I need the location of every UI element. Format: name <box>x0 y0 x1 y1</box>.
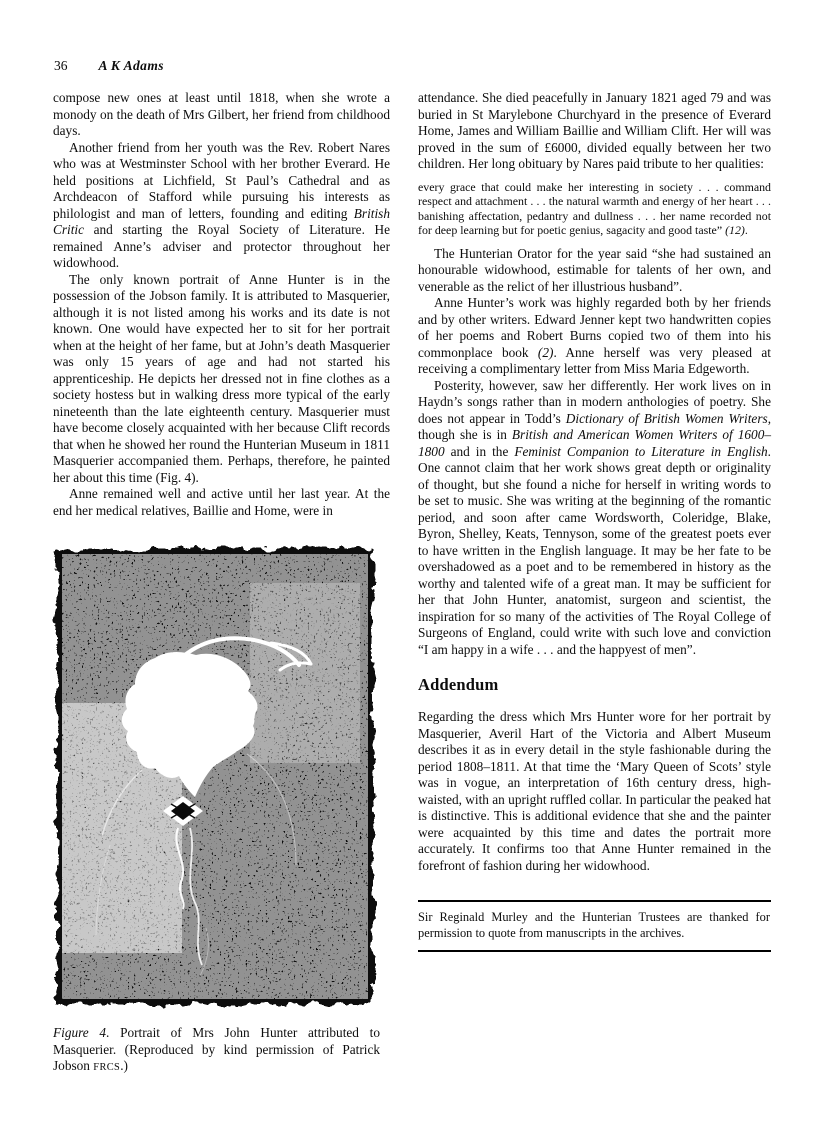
paragraph: Anne remained well and active until her last year. At the end her medical relatives, Baillie and Home, were in <box>53 486 390 518</box>
figure-4 <box>50 543 380 1077</box>
right-column <box>418 90 771 1077</box>
portrait-photo <box>50 543 380 1011</box>
paragraph: The Hunterian Orator for the year said “she had sustained an honourable widowhood, estimable for talents of her own, and venerable as the relict of her illustrious husband”. <box>418 245 771 294</box>
paragraph: Posterity, however, saw her differently. Her work lives on in Haydn’s songs rather than in modern anthologies of poetry. She does not appear in Todd’s Dictionary of British Women Writers, though she is in British and American Women Writers of 1600–1800 and in the Feminist Companion to Literature in English. One cannot claim that her work shows great depth or originality of thought, but she found a niche for herself in writing words to be set to music. She was writing at the beginning of the romantic period, and soon after came Wordsworth, Coleridge, Blake, Byron, Shelley, Keats, Tennyson, some of the greatest poets ever to have written in the English language. It may be her fate to be overshadowed as a poet and to be remembered in history as the worthy and talented wife of a great man. It may be sufficient for her that John Hunter, anatomist, surgeon and scientist, the inspiration for so many of the activities of The Royal College of Surgeons of England, could write with such love and conviction “I am happy in a wife . . . and the happyest of men”. <box>418 377 772 657</box>
left-column <box>53 90 390 1077</box>
paragraph: Regarding the dress which Mrs Hunter wore for her portrait by Masquerier, Averil Hart of the Victoria and Albert Museum describes it as in every detail in the style fashionable during the period 1808–1811. At that time the ‘Mary Queen of Scots’ style was in vogue, an interpretation of 16th century dress, high-waisted, with an upright ruffled collar. In particular the peaked hat is distinctive. This is additional evidence that she and the painter were acquainted by this time and dates the portrait more accurately. It confirms too that Anne Hunter remained in the forefront of fashion during her widowhood. <box>418 709 771 873</box>
figure-caption: Figure 4. Portrait of Mrs John Hunter attributed to Masquerier. (Reproduced by kind permission of Patrick Jobson FRCS.) <box>53 1025 380 1073</box>
paragraph: Anne Hunter’s work was highly regarded both by her friends and by other writers. Edward Jenner kept two handwritten copies of her poems and Robert Burns copied two of them into his commonplace book (2). Anne herself was very pleased at receiving a complimentary letter from Miss Maria Edgeworth. <box>418 295 771 377</box>
paragraph: attendance. She died peacefully in January 1821 aged 79 and was buried in St Marylebone Churchyard in the presence of Everard Home, James and William Baillie and William Clift. Her will was proved in the sum of £6000, divided equally between her two children. Her long obituary by Nares paid tribute to her qualities: <box>418 90 771 171</box>
paragraph: The only known portrait of Anne Hunter is in the possession of the Jobson family. It is attributed to Masquerier, although it is not listed among his works and its date is not known. One would have expected her to sit for her portrait when at the height of her fame, but at John’s death Masquerier was only 15 years of age and had not started his apprenticeship. He depicts her dressed not in fine clothes as a society hostess but in walking dress more typical of the early nineteenth than the late eighteenth century. Masquerier must have become closely acquainted with her because Clift records that when he showed her round the Hunterian Museum in 1811 Masquerier accompanied them. Perhaps, therefore, he painted her about this time (Fig. 4). <box>53 271 390 485</box>
acknowledgment-footnote: Sir Reginald Murley and the Hunterian Trustees are thanked for permission to quote from manuscripts in the archives. <box>418 900 771 952</box>
page-header <box>54 58 164 74</box>
paragraph: Another friend from her youth was the Rev. Robert Nares who was at Westminster School with her brother Everard. He held positions at Lichfield, St Paul’s Cathedral and as Archdeacon of Stafford while pursuing his interests as philologist and man of letters, founding and editing British Critic and starting the Royal Society of Literature. He remained Anne’s adviser and protector throughout her widowhood. <box>53 139 390 270</box>
photo-background <box>57 549 373 1004</box>
block-quote: every grace that could make her interesting in society . . . command respect and attachment . . . the natural warmth and energy of her heart . . . banishing affectation, pedantry and dullness . . . her name recorded not for deep learning but for poetic genius, sagacity and good taste” (12). <box>418 179 771 238</box>
running-head-author: A K Adams <box>98 58 164 73</box>
two-column-text-block <box>53 90 771 1077</box>
paragraph: compose new ones at least until 1818, when she wrote a monody on the death of Mrs Gilbert, her friend from childhood days. <box>53 90 390 138</box>
addendum-heading: Addendum <box>418 675 499 695</box>
page-number: 36 <box>54 58 68 73</box>
